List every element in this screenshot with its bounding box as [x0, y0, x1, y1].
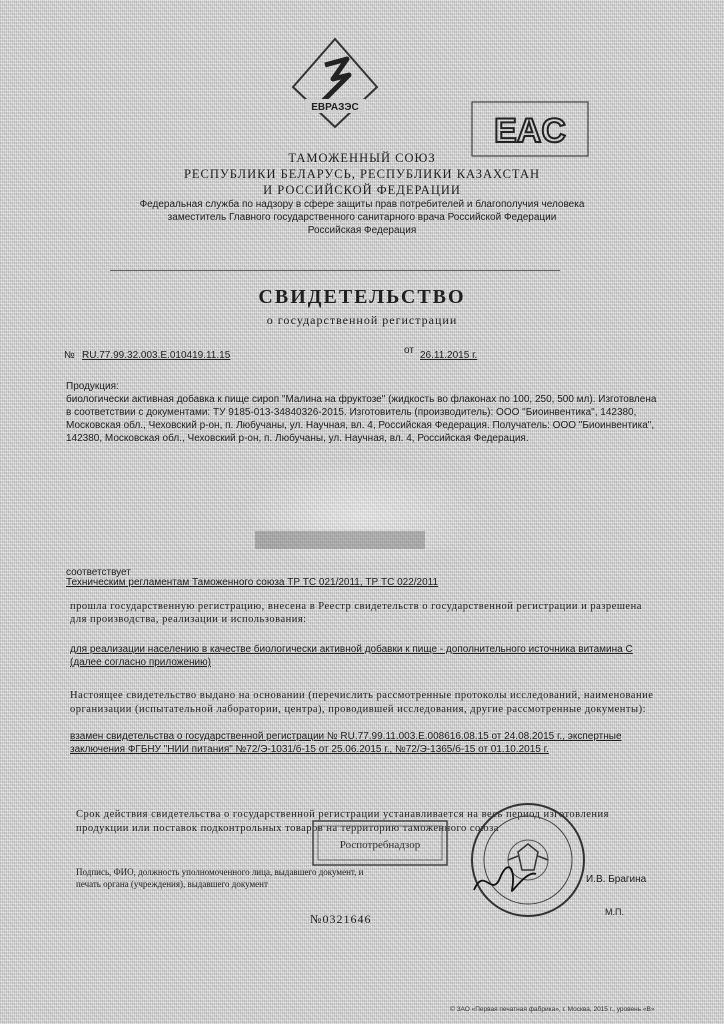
- service-line: Российская Федерация: [307, 225, 417, 236]
- rectangular-stamp-text: Роспотребнадзор: [339, 839, 421, 851]
- registration-date-label: от: [404, 345, 414, 356]
- union-title-line: РЕСПУБЛИКИ БЕЛАРУСЬ, РЕСПУБЛИКИ КАЗАХСТАН: [183, 167, 541, 181]
- registration-status-text: прошла государственную регистрацию, внесена в Реестр свидетельств о государственной регистрации и разрешена для производства, реализации и использования:: [70, 601, 642, 625]
- service-line: Федеральная служба по надзору в сфере защиты прав потребителей и благополучия человека: [139, 199, 585, 210]
- registration-number-label: №: [64, 350, 75, 361]
- validity-text: Срок действия свидетельства о государственной регистрации устанавливается на весь период изготовления продукции или поставок подконтрольных товаров на территорию таможенного союза: [76, 809, 609, 834]
- customs-union-title: [140, 150, 584, 198]
- eurasec-logo-text: ЕВРАЗЭС: [311, 102, 359, 113]
- product-description: биологически активная добавка к пище сироп "Малина на фруктозе" (жидкость во флаконах по 100, 250, 500 мл). Изготовлена в соответствии с документами: ТУ 9185-013-34840326-2015. Изготовитель (производитель): ООО "Биоинвентика", 142380, Московская обл., Чеховский р-он, п. Любучаны, ул. Научная, вл. 4, Российская Федерация. Получатель: ООО "Биоинвентика", 142380, Московская обл., Чеховский р-он, п. Любучаны, ул. Научная, вл. 4, Российская Федерация.: [66, 394, 657, 444]
- conformity-text: Техническим регламентам Таможенного союза ТР ТС 021/2011, ТР ТС 022/2011: [66, 577, 439, 588]
- watermark-band: [255, 531, 425, 549]
- eac-mark-text: EAC: [494, 112, 566, 150]
- watermark: [240, 460, 480, 570]
- document-title: СВИДЕТЕЛЬСТВО: [258, 286, 466, 308]
- handwritten-signature-icon: [470, 860, 540, 900]
- eurasec-logo-icon: [285, 35, 385, 130]
- issuance-basis-documents: взамен свидетельства о государственной регистрации № RU.77.99.11.003.E.008616.08.15 от 24.08.2015 г., экспертные заключения ФГБНУ "НИИ питания" №72/Э-1031/б-15 от 25.06.2015 г., №72/Э-1365/б-15 от 01.10.2015 г.: [70, 731, 622, 755]
- usage-scope-text: для реализации населению в качестве биологически активной добавки к пище - дополнительного источника витамина С (далее согласно приложению): [70, 644, 633, 668]
- form-serial-number: №0321646: [310, 912, 372, 926]
- issuing-service: [40, 198, 684, 237]
- seal-place-label: М.П.: [605, 907, 624, 917]
- signature-caption: Подпись, ФИО, должность уполномоченного лица, выдавшего документ, и печать органа (учреждения), выдавшего документ: [76, 867, 364, 889]
- union-title-line: ТАМОЖЕННЫЙ СОЮЗ: [288, 151, 436, 165]
- service-line: заместитель Главного государственного санитарного врача Российской Федерации: [167, 212, 557, 223]
- divider: [110, 270, 560, 271]
- union-title-line: И РОССИЙСКОЙ ФЕДЕРАЦИИ: [263, 183, 461, 197]
- product-label: Продукция:: [66, 381, 119, 392]
- rectangular-stamp-icon: [310, 818, 450, 868]
- conformity-label: соответствует: [66, 567, 131, 578]
- issuance-basis-text: Настоящее свидетельство выдано на основании (перечислить рассмотренные протоколы исследований, наименование организации (испытательной лаборатории, центра), проводившей исследования, другие рассмотренные документы):: [70, 690, 654, 715]
- signer-name: И.В. Брагина: [586, 874, 647, 885]
- printer-imprint: © ЗАО «Первая печатная фабрика», г. Москва, 2015 г., уровень «В»: [450, 1006, 655, 1013]
- registration-date: 26.11.2015 г.: [420, 350, 478, 361]
- document-subtitle: о государственной регистрации: [266, 313, 458, 327]
- registration-number: RU.77.99.32.003.E.010419.11.15: [82, 350, 231, 361]
